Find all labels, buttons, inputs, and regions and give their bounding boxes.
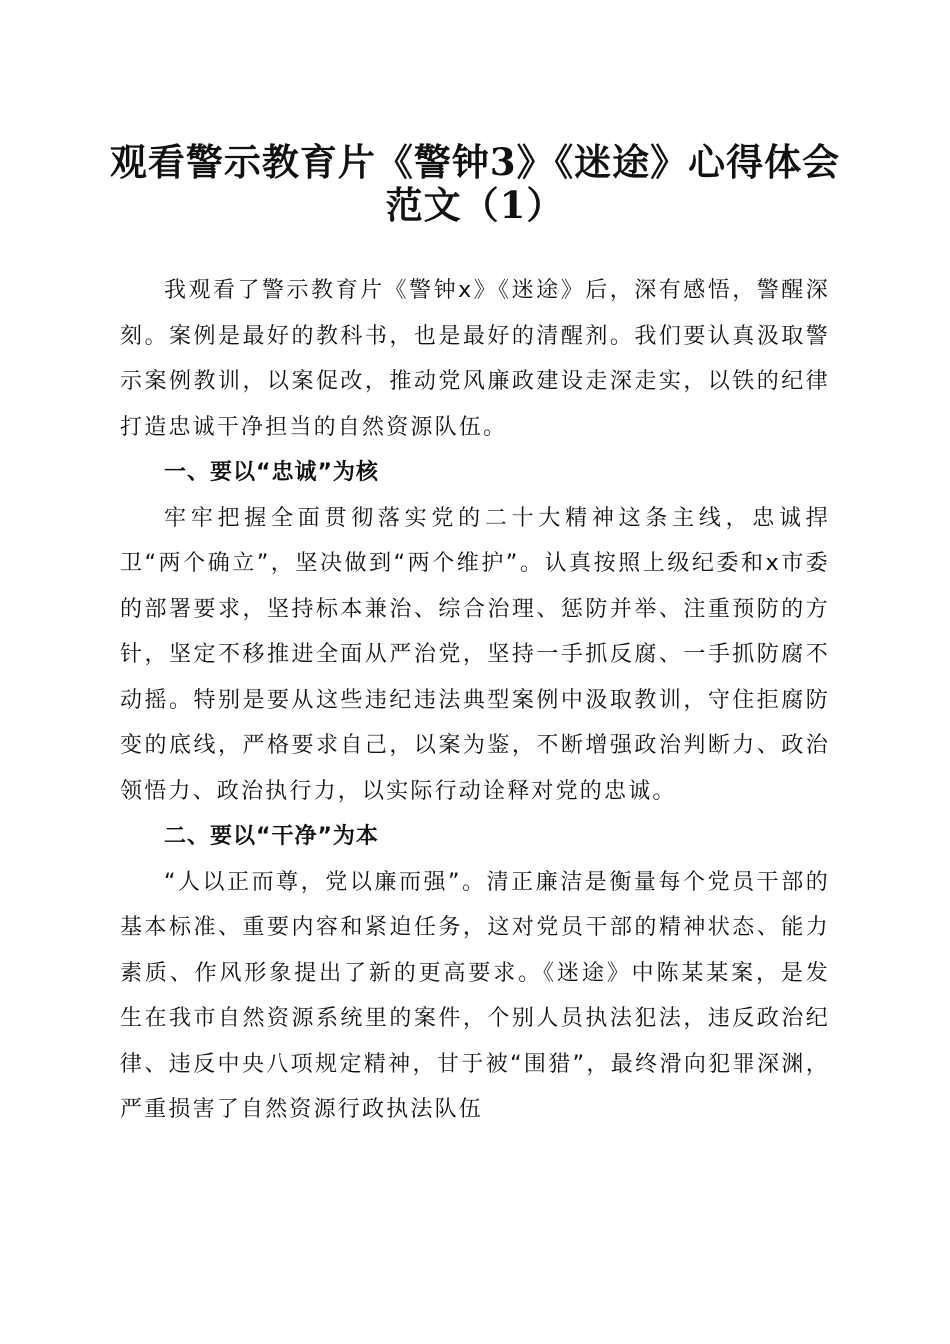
document-title-line-1: 观看警示教育片《警钟3》《迷途》心得体会 <box>109 140 841 184</box>
section-1-heading: 一、要以“忠诚”为核 <box>164 460 379 485</box>
section-2-heading: 二、要以“干净”为本 <box>164 824 379 849</box>
section-1-paragraph: 牢牢把握全面贯彻落实党的二十大精神这条主线，忠诚捍卫“两个确立”，坚决做到“两个维护”。认真按照上级纪委和x市委的部署要求，坚持标本兼治、综合治理、惩防并举、注重预防的方针，坚定不移推进全面从严治党，坚持一手抓反腐、一手抓防腐不动摇。特别是要从这些违纪违法典型案例中汲取教训，守住拒腐防变的底线，严格要求自己，以案为鉴，不断增强政治判断力、政治领悟力、政治执行力，以实际行动诠释对党的忠诚。 <box>120 505 830 804</box>
section-2-paragraph: “人以正而尊，党以廉而强”。清正廉洁是衡量每个党员干部的基本标准、重要内容和紧迫任务，这对党员干部的精神状态、能力素质、作风形象提出了新的更高要求。《迷途》中陈某某案，是发生在我市自然资源系统里的案件，个别人员执法犯法，违反政治纪律、违反中央八项规定精神，甘于被“围猎”，最终滑向犯罪深渊，严重损害了自然资源行政执法队伍 <box>120 869 830 1122</box>
document-title-line-2: 范文（1） <box>385 183 565 227</box>
document-body <box>120 268 830 1133</box>
intro-paragraph: 我观看了警示教育片《警钟x》《迷途》后，深有感悟，警醒深刻。案例是最好的教科书，也是最好的清醒剂。我们要认真汲取警示案例教训，以案促改，推动党风廉政建设走深走实，以铁的纪律打造忠诚干净担当的自然资源队伍。 <box>120 278 830 440</box>
